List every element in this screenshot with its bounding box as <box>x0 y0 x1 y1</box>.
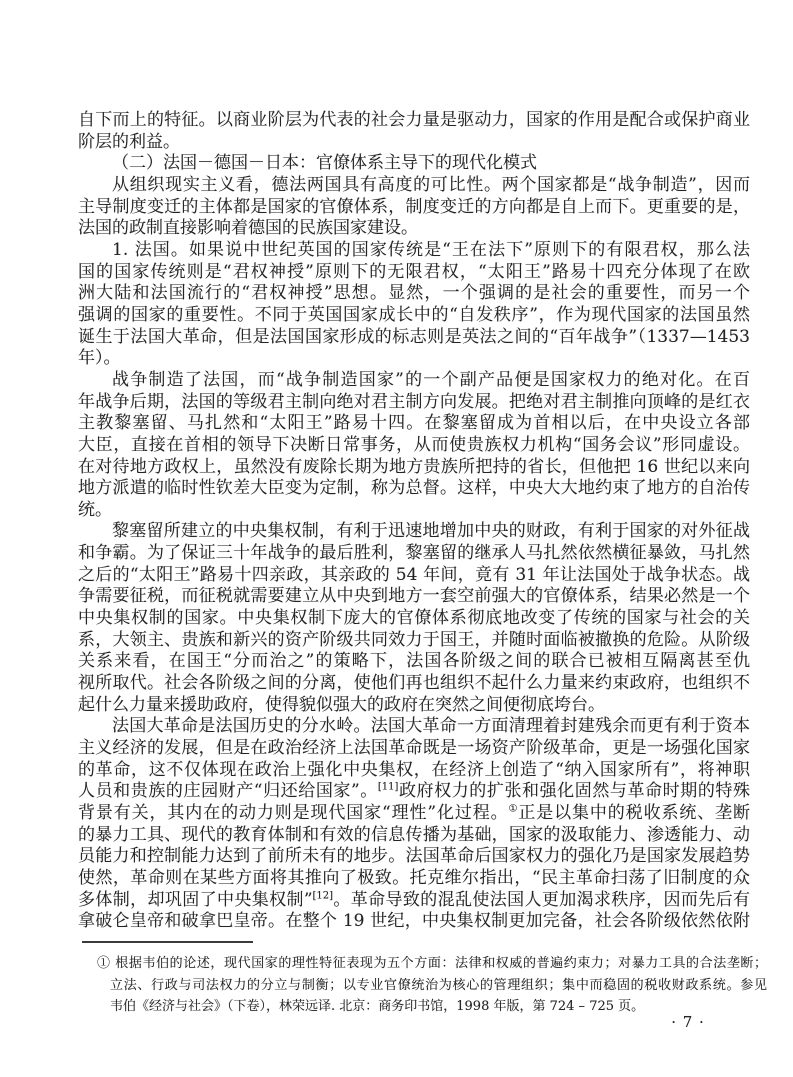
text-line: 主义经济的发展，但是在政治经济上法国革命既是一场资产阶级革命，更是一场强化国家 <box>78 738 750 759</box>
text-segment: 背景有关，其内在的动力则是现代国家“理性”化过程。 <box>78 803 509 823</box>
text-line: 从组织现实主义看，德法两国具有高度的可比性。两个国家都是“战争制造”，因而 <box>112 174 750 195</box>
text-line: 阶层的利益。 <box>78 131 180 152</box>
text-line: 战争制造了法国，而“战争制造国家”的一个副产品便是国家权力的绝对化。在百 <box>112 369 750 390</box>
text-line: 关系来看，在国王“分而治之”的策略下，法国各阶级之间的联合已被相互隔离甚至仇 <box>78 651 750 672</box>
text-line: 使然，革命则在某些方面将其推向了极致。托克维尔指出，“民主革命扫荡了旧制度的众 <box>78 867 750 888</box>
text-line <box>78 890 750 912</box>
text-line: 大臣，直接在首相的领导下决断日常事务，从而使贵族权力机构“国务会议”形同虚设。 <box>78 434 750 455</box>
text-line: 主导制度变迁的主体都是国家的官僚体系，制度变迁的方向都是自上而下。更重要的是， <box>78 196 750 217</box>
footnote-reference-mark: ① <box>508 803 519 815</box>
text-line: 拿破仑皇帝和破拿巴皇帝。在整个 19 世纪，中央集权制更加完备，社会各阶级依然依附 <box>78 911 750 932</box>
text-line: 起什么力量来援助政府，使得貌似强大的政府在突然之间便彻底垮台。 <box>78 694 605 715</box>
text-line: 统。 <box>78 499 112 520</box>
text-line: 主教黎塞留、马扎然和“太阳王”路易十四。在黎塞留成为首相以后，在中央设立各部 <box>78 413 750 434</box>
text-line: 立法、行政与司法权力的分立与制衡；以专业官僚统治为核心的管理组织；集中而稳固的税收财政系统。参见 <box>110 977 767 993</box>
text-line: 1. 法国。如果说中世纪英国的国家传统是“王在法下”原则下的有限君权，那么法 <box>112 239 750 260</box>
text-segment: 多体制，却巩固了中央集权制” <box>78 889 313 910</box>
text-line: 员能力和控制能力达到了前所未有的地步。法国革命后国家权力的强化乃是国家发展趋势 <box>78 846 750 867</box>
text-line: 洲大陆和法国流行的“君权神授”思想。显然，一个强调的是社会的重要性，而另一个 <box>78 283 750 304</box>
text-line: 黎塞留所建立的中央集权制，有利于迅速地增加中央的财政，有利于国家的对外征战 <box>112 521 750 542</box>
text-line: 和争霸。为了保证三十年战争的最后胜利，黎塞留的继承人马扎然依然横征暴敛，马扎然 <box>78 543 750 564</box>
text-line: 之后的“太阳王”路易十四亲政，其亲政的 54 年间，竟有 31 年让法国处于战争状态。战 <box>78 564 750 585</box>
text-line: 视所取代。社会各阶级之间的分离，使他们再也组织不起什么力量来约束政府，也组织不 <box>78 673 750 694</box>
text-segment: 正是以集中的税收系统、垄断 <box>518 803 750 823</box>
text-line: 诞生于法国大革命，但是法国国家形成的标志则是英法之间的“百年战争”（1337—1453 <box>78 326 750 347</box>
text-line: 地方派遣的临时性钦差大臣变为定制，称为总督。这样，中央大大地约束了地方的自治传 <box>78 478 750 499</box>
text-line: 韦伯《经济与社会》（下卷），林荣远译. 北京：商务印书馆，1998 年版，第 724 – 725 页。 <box>110 999 645 1014</box>
text-line: 的革命，这不仅体现在政治上强化中央集权，在经济上创造了“纳入国家所有”，将神职 <box>78 759 750 780</box>
text-segment: 人员和贵族的庄园财产“归还给国家”。 <box>78 781 378 802</box>
text-line <box>78 803 750 825</box>
text-segment: 政府权力的扩张和强化固然与革命时期的特殊 <box>398 781 750 802</box>
text-line: 年战争后期，法国的等级君主制向绝对君主制方向发展。把绝对君主制推向顶峰的是红衣 <box>78 391 750 412</box>
footnote-reference-mark: [12] <box>312 889 334 901</box>
text-line: 国的国家传统则是“君权神授”原则下的无限君权，“太阳王”路易十四充分体现了在欧 <box>78 261 750 282</box>
text-line: （二）法国－德国－日本：官僚体系主导下的现代化模式 <box>112 153 537 174</box>
footnote-divider <box>82 941 253 943</box>
text-line: 争需要征税，而征税就需要建立从中央到地方一套空前强大的官僚体系，结果必然是一个 <box>78 586 750 607</box>
footnote-reference-mark: [11] <box>377 781 399 793</box>
text-line: ① 根据韦伯的论述，现代国家的理性特征表现为五个方面：法律和权威的普遍约束力；对暴力工具的合法垄断； <box>97 956 767 971</box>
page-number: · 7 · <box>671 1013 705 1031</box>
text-line: 年）。 <box>78 348 121 369</box>
text-line: 系，大领主、贵族和新兴的资产阶级共同效力于国王，并随时面临被撤换的危险。从阶级 <box>78 629 750 650</box>
text-line: 中央集权制的国家。中央集权制下庞大的官僚体系彻底地改变了传统的国家与社会的关 <box>78 608 750 629</box>
text-line: 强调的国家的重要性。不同于英国国家成长中的“自发秩序”，作为现代国家的法国虽然 <box>78 304 750 325</box>
text-line: 自下而上的特征。以商业阶层为代表的社会力量是驱动力，国家的作用是配合或保护商业 <box>78 110 750 130</box>
text-line: 的暴力工具、现代的教育体制和有效的信息传播为基础，国家的汲取能力、渗透能力、动 <box>78 824 750 845</box>
footnote-block <box>97 953 767 1018</box>
text-segment: 。革命导致的混乱使法国人更加渴求秩序，因而先后有 <box>333 889 750 910</box>
text-line: 法国的政制直接影响着德国的民族国家建设。 <box>78 218 418 239</box>
text-line <box>78 781 750 803</box>
text-line: 在对待地方政权上，虽然没有废除长期为地方贵族所把持的省长，但他把 16 世纪以来向 <box>78 456 750 477</box>
text-line: 法国大革命是法国历史的分水岭。法国大革命一方面清理着封建残余而更有利于资本 <box>112 716 750 737</box>
main-text-block <box>78 110 750 933</box>
